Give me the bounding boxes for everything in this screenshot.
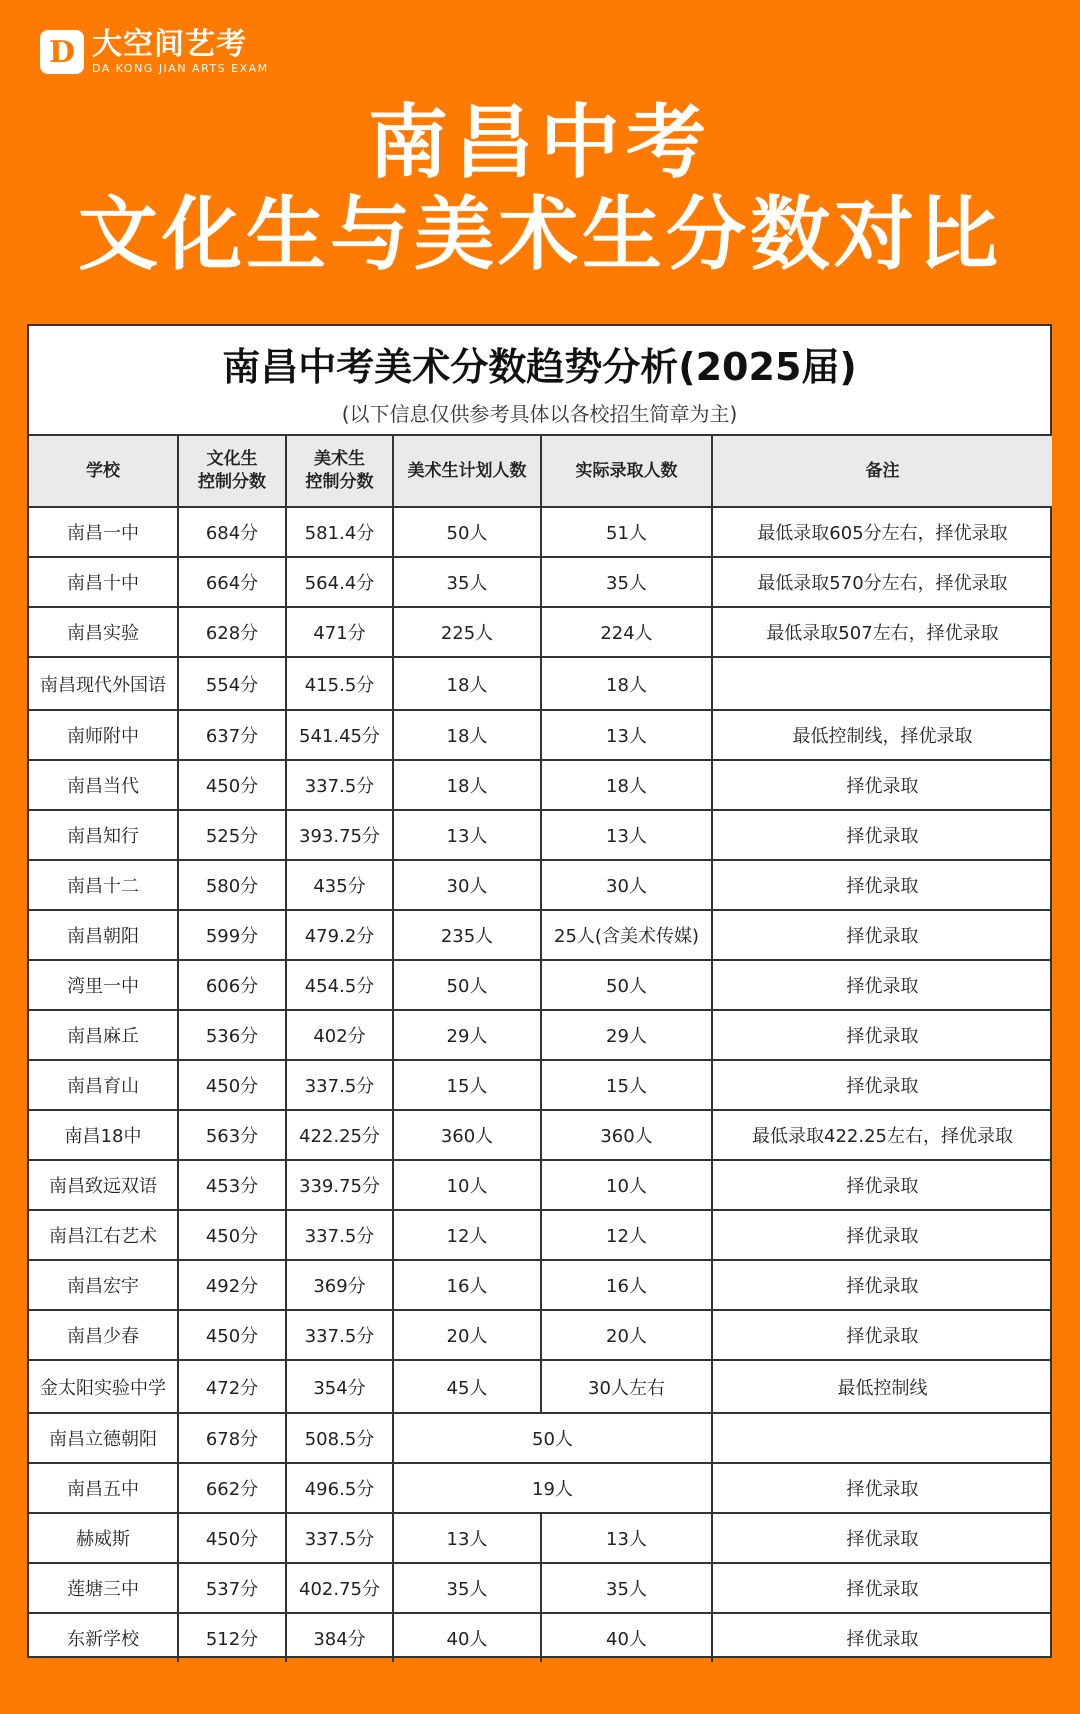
cell-actual-admitted: 13人 <box>541 810 712 860</box>
table-row <box>29 1413 1052 1463</box>
cell-art-plan: 35人 <box>393 557 541 607</box>
cell-art-score: 384分 <box>286 1613 393 1662</box>
table-row <box>29 1563 1052 1613</box>
cell-actual-admitted: 35人 <box>541 557 712 607</box>
table-header-row <box>29 435 1052 507</box>
cell-note: 择优录取 <box>712 1513 1052 1563</box>
brand-name-en: DA KONG JIAN ARTS EXAM <box>92 62 269 75</box>
score-table <box>29 434 1052 1662</box>
cell-school: 金太阳实验中学 <box>29 1360 178 1413</box>
table-row <box>29 960 1052 1010</box>
cell-culture-score: 662分 <box>178 1463 286 1513</box>
table-row <box>29 1210 1052 1260</box>
cell-art-plan: 50人 <box>393 507 541 557</box>
table-row <box>29 1060 1052 1110</box>
cell-school: 南昌现代外国语 <box>29 657 178 710</box>
cell-culture-score: 450分 <box>178 1060 286 1110</box>
cell-note: 择优录取 <box>712 760 1052 810</box>
card-subtitle: (以下信息仅供参考具体以各校招生简章为主) <box>341 402 738 426</box>
cell-art-score: 508.5分 <box>286 1413 393 1463</box>
cell-school: 南昌江右艺术 <box>29 1210 178 1260</box>
cell-culture-score: 606分 <box>178 960 286 1010</box>
cell-art-score: 454.5分 <box>286 960 393 1010</box>
cell-culture-score: 453分 <box>178 1160 286 1210</box>
header-note: 备注 <box>712 435 1052 507</box>
cell-actual-admitted: 15人 <box>541 1060 712 1110</box>
cell-art-plan: 235人 <box>393 910 541 960</box>
table-row <box>29 607 1052 657</box>
cell-actual-admitted: 35人 <box>541 1563 712 1613</box>
cell-school: 南昌朝阳 <box>29 910 178 960</box>
table-row <box>29 1110 1052 1160</box>
header-school: 学校 <box>29 435 178 507</box>
header-culture-score: 文化生 控制分数 <box>178 435 286 507</box>
cell-actual-admitted: 13人 <box>541 710 712 760</box>
cell-note: 择优录取 <box>712 860 1052 910</box>
cell-art-score: 337.5分 <box>286 1513 393 1563</box>
cell-culture-score: 628分 <box>178 607 286 657</box>
cell-note: 择优录取 <box>712 1210 1052 1260</box>
cell-culture-score: 554分 <box>178 657 286 710</box>
cell-art-plan: 18人 <box>393 760 541 810</box>
cell-note: 最低录取570分左右，择优录取 <box>712 557 1052 607</box>
cell-note: 最低录取422.25左右，择优录取 <box>712 1110 1052 1160</box>
cell-art-plan: 13人 <box>393 810 541 860</box>
cell-art-plan: 12人 <box>393 1210 541 1260</box>
cell-actual-admitted: 360人 <box>541 1110 712 1160</box>
cell-note: 择优录取 <box>712 1310 1052 1360</box>
cell-note: 择优录取 <box>712 1010 1052 1060</box>
cell-culture-score: 563分 <box>178 1110 286 1160</box>
cell-art-score: 422.25分 <box>286 1110 393 1160</box>
cell-culture-score: 525分 <box>178 810 286 860</box>
brand-logo <box>40 28 269 76</box>
cell-art-score: 402分 <box>286 1010 393 1060</box>
cell-actual-admitted: 18人 <box>541 657 712 710</box>
cell-school: 南昌一中 <box>29 507 178 557</box>
cell-art-plan: 360人 <box>393 1110 541 1160</box>
cell-school: 莲塘三中 <box>29 1563 178 1613</box>
table-row <box>29 657 1052 710</box>
table-row <box>29 507 1052 557</box>
cell-actual-admitted: 50人 <box>541 960 712 1010</box>
cell-art-plan: 18人 <box>393 710 541 760</box>
table-row <box>29 1160 1052 1210</box>
cell-art-score: 415.5分 <box>286 657 393 710</box>
cell-culture-score: 512分 <box>178 1613 286 1662</box>
cell-art-plan: 20人 <box>393 1310 541 1360</box>
table-row <box>29 1613 1052 1662</box>
logo-text <box>92 28 269 76</box>
cell-actual-admitted: 30人 <box>541 860 712 910</box>
cell-actual-admitted: 16人 <box>541 1260 712 1310</box>
table-row <box>29 860 1052 910</box>
cell-school: 东新学校 <box>29 1613 178 1662</box>
header-art-plan: 美术生计划人数 <box>393 435 541 507</box>
headline-line2: 文化生与美术生分数对比 <box>78 188 1002 281</box>
cell-culture-score: 450分 <box>178 1210 286 1260</box>
cell-note: 最低录取507左右，择优录取 <box>712 607 1052 657</box>
headline-line1: 南昌中考 <box>368 96 712 189</box>
table-row <box>29 557 1052 607</box>
cell-art-score: 337.5分 <box>286 1310 393 1360</box>
cell-school: 南昌知行 <box>29 810 178 860</box>
header-actual-admitted: 实际录取人数 <box>541 435 712 507</box>
table-row <box>29 1513 1052 1563</box>
cell-culture-score: 472分 <box>178 1360 286 1413</box>
cell-art-plan: 35人 <box>393 1563 541 1613</box>
cell-note <box>712 1413 1052 1463</box>
cell-art-plan: 10人 <box>393 1160 541 1210</box>
cell-culture-score: 492分 <box>178 1260 286 1310</box>
cell-culture-score: 684分 <box>178 507 286 557</box>
cell-actual-admitted: 224人 <box>541 607 712 657</box>
table-row <box>29 1310 1052 1360</box>
table-row <box>29 710 1052 760</box>
cell-art-score: 339.75分 <box>286 1160 393 1210</box>
cell-art-plan: 29人 <box>393 1010 541 1060</box>
cell-school: 南昌18中 <box>29 1110 178 1160</box>
cell-culture-score: 664分 <box>178 557 286 607</box>
cell-art-plan: 50人 <box>393 960 541 1010</box>
cell-school: 南昌当代 <box>29 760 178 810</box>
cell-school: 南昌十中 <box>29 557 178 607</box>
cell-note: 择优录取 <box>712 1160 1052 1210</box>
cell-merged-count: 50人 <box>393 1413 712 1463</box>
cell-actual-admitted: 20人 <box>541 1310 712 1360</box>
cell-art-score: 541.45分 <box>286 710 393 760</box>
cell-art-plan: 18人 <box>393 657 541 710</box>
cell-actual-admitted: 18人 <box>541 760 712 810</box>
cell-note: 最低录取605分左右，择优录取 <box>712 507 1052 557</box>
cell-art-score: 369分 <box>286 1260 393 1310</box>
cell-school: 南师附中 <box>29 710 178 760</box>
cell-culture-score: 537分 <box>178 1563 286 1613</box>
cell-culture-score: 450分 <box>178 1310 286 1360</box>
cell-culture-score: 678分 <box>178 1413 286 1463</box>
cell-actual-admitted: 10人 <box>541 1160 712 1210</box>
cell-art-score: 337.5分 <box>286 1210 393 1260</box>
logo-badge-letter: D <box>48 34 75 70</box>
cell-school: 南昌十二 <box>29 860 178 910</box>
cell-art-plan: 225人 <box>393 607 541 657</box>
table-row <box>29 910 1052 960</box>
cell-note: 择优录取 <box>712 1463 1052 1513</box>
cell-school: 南昌育山 <box>29 1060 178 1110</box>
cell-actual-admitted: 29人 <box>541 1010 712 1060</box>
cell-actual-admitted: 40人 <box>541 1613 712 1662</box>
cell-art-score: 337.5分 <box>286 1060 393 1110</box>
cell-art-plan: 13人 <box>393 1513 541 1563</box>
cell-actual-admitted: 51人 <box>541 507 712 557</box>
table-row <box>29 1010 1052 1060</box>
cell-note: 择优录取 <box>712 910 1052 960</box>
cell-art-plan: 40人 <box>393 1613 541 1662</box>
cell-art-plan: 30人 <box>393 860 541 910</box>
cell-actual-admitted: 30人左右 <box>541 1360 712 1413</box>
cell-culture-score: 599分 <box>178 910 286 960</box>
cell-merged-count: 19人 <box>393 1463 712 1513</box>
cell-school: 南昌宏宇 <box>29 1260 178 1310</box>
logo-badge-icon <box>40 30 84 74</box>
cell-art-score: 564.4分 <box>286 557 393 607</box>
cell-art-score: 337.5分 <box>286 760 393 810</box>
cell-art-score: 402.75分 <box>286 1563 393 1613</box>
cell-note: 最低控制线，择优录取 <box>712 710 1052 760</box>
cell-school: 南昌立德朝阳 <box>29 1413 178 1463</box>
cell-note: 择优录取 <box>712 1563 1052 1613</box>
cell-art-plan: 16人 <box>393 1260 541 1310</box>
table-row <box>29 1463 1052 1513</box>
cell-note: 择优录取 <box>712 1060 1052 1110</box>
cell-actual-admitted: 25人(含美术传媒) <box>541 910 712 960</box>
cell-art-score: 471分 <box>286 607 393 657</box>
table-row <box>29 1260 1052 1310</box>
cell-culture-score: 536分 <box>178 1010 286 1060</box>
cell-art-score: 496.5分 <box>286 1463 393 1513</box>
cell-art-plan: 15人 <box>393 1060 541 1110</box>
table-row <box>29 760 1052 810</box>
cell-school: 南昌实验 <box>29 607 178 657</box>
cell-school: 南昌少春 <box>29 1310 178 1360</box>
header-art-score: 美术生 控制分数 <box>286 435 393 507</box>
cell-school: 赫威斯 <box>29 1513 178 1563</box>
cell-culture-score: 450分 <box>178 1513 286 1563</box>
cell-art-score: 435分 <box>286 860 393 910</box>
cell-school: 南昌麻丘 <box>29 1010 178 1060</box>
cell-art-score: 581.4分 <box>286 507 393 557</box>
cell-note: 择优录取 <box>712 1260 1052 1310</box>
cell-note: 择优录取 <box>712 1613 1052 1662</box>
cell-actual-admitted: 13人 <box>541 1513 712 1563</box>
cell-culture-score: 450分 <box>178 760 286 810</box>
table-row <box>29 1360 1052 1413</box>
cell-school: 湾里一中 <box>29 960 178 1010</box>
score-table-card <box>27 324 1052 1658</box>
cell-art-score: 393.75分 <box>286 810 393 860</box>
cell-culture-score: 580分 <box>178 860 286 910</box>
cell-art-score: 354分 <box>286 1360 393 1413</box>
brand-name-cn: 大空间艺考 <box>92 27 247 62</box>
table-row <box>29 810 1052 860</box>
cell-culture-score: 637分 <box>178 710 286 760</box>
cell-note: 择优录取 <box>712 960 1052 1010</box>
cell-art-plan: 45人 <box>393 1360 541 1413</box>
cell-art-score: 479.2分 <box>286 910 393 960</box>
cell-note: 最低控制线 <box>712 1360 1052 1413</box>
cell-school: 南昌致远双语 <box>29 1160 178 1210</box>
cell-actual-admitted: 12人 <box>541 1210 712 1260</box>
card-title: 南昌中考美术分数趋势分析(2025届) <box>222 345 857 389</box>
cell-note <box>712 657 1052 710</box>
cell-school: 南昌五中 <box>29 1463 178 1513</box>
cell-note: 择优录取 <box>712 810 1052 860</box>
